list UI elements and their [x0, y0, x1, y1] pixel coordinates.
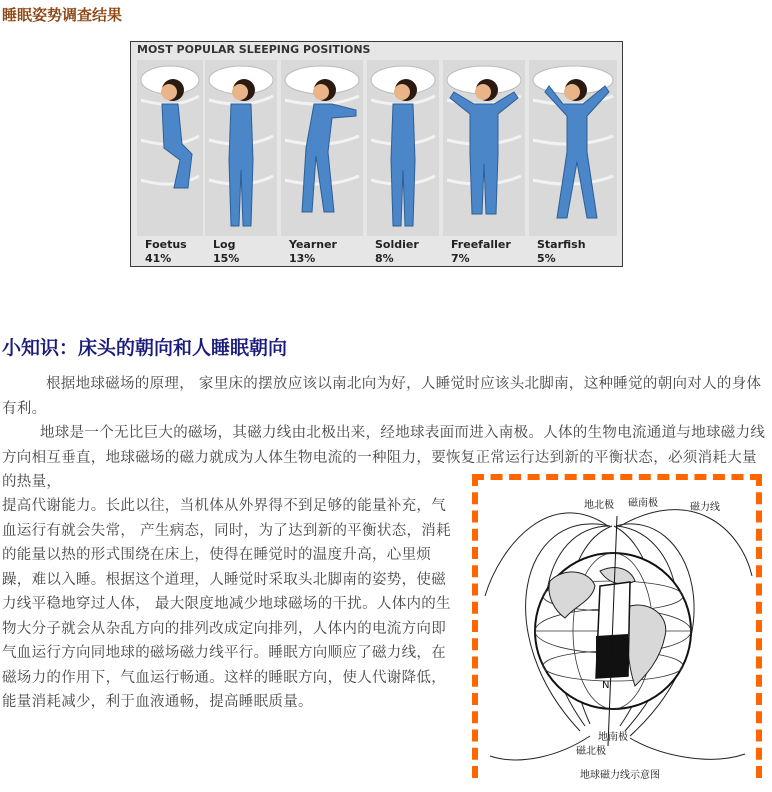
page-title: 睡眠姿势调查结果: [2, 6, 123, 24]
label-field-line: 磁力线: [690, 502, 720, 513]
figure-header: MOST POPULAR SLEEPING POSITIONS: [137, 43, 371, 56]
paragraph-1: 根据地球磁场的原理， 家里床的摆放应该以南北向为好，人睡觉时应该头北脚南，这种睡觉的朝向对人的身体有利。: [2, 376, 762, 417]
sleeping-positions-figure: [130, 41, 623, 267]
face: [313, 84, 329, 100]
section-title: 小知识：床头的朝向和人睡眠朝向: [2, 337, 288, 359]
position-name-log: Log: [213, 238, 236, 251]
position-percent-log: 15%: [213, 252, 240, 265]
position-panel-freefaller: [443, 60, 525, 236]
position-panel-starfish: [529, 60, 617, 236]
paragraph-3: 提高代谢能力。长此以往，当机体从外界得不到足够的能量补充，气血运行有就会失常， 产生病态，同时，为了达到新的平衡状态，消耗的能量以热的形式围绕在床上，使得在睡觉时的温度升高，心里烦躁，难以入睡。根据这个道理，人睡觉时采取头北脚南的姿势，使磁力线平稳地穿过人体， 最大限度地减少地球磁场的干扰。人体内的生物大分子就会从杂乱方向的排列改成定向排列，人体内的电流方向即气血运行方向同地球的磁场磁力线平行。睡眠方向顺应了磁力线，在磁场力的作用下，气血运行畅通。这样的睡眠方向，使人代谢降低，能量消耗减少，利于血液通畅，提高睡眠质量。: [2, 498, 451, 710]
position-name-starfish: Starfish: [537, 238, 586, 251]
label-pole-n: N: [602, 680, 610, 691]
position-name-foetus: Foetus: [145, 238, 187, 251]
position-panel-soldier: [367, 60, 439, 236]
position-name-freefaller: Freefaller: [451, 238, 511, 251]
label-mag-north: 磁北极: [576, 746, 606, 757]
face: [232, 84, 248, 100]
diagram-caption: 地球磁力线示意图: [580, 770, 660, 781]
label-mag-south: 磁南极: [628, 498, 658, 509]
position-name-yearner: Yearner: [289, 238, 337, 251]
position-panel-foetus: [137, 60, 203, 236]
earth-magnetic-field-diagram: [480, 486, 756, 782]
sleeping-positions-illustration: [131, 42, 622, 266]
face: [161, 84, 177, 100]
position-panel-log: [205, 60, 277, 236]
position-percent-foetus: 41%: [145, 252, 172, 265]
position-percent-soldier: 8%: [375, 252, 394, 265]
position-percent-starfish: 5%: [537, 252, 556, 265]
position-name-soldier: Soldier: [375, 238, 419, 251]
label-geo-south: 地南极: [598, 732, 628, 743]
position-percent-yearner: 13%: [289, 252, 316, 265]
face: [475, 84, 491, 100]
position-percent-freefaller: 7%: [451, 252, 470, 265]
face: [564, 84, 580, 100]
position-panel-yearner: [281, 60, 363, 236]
paragraph-2: 地球是一个无比巨大的磁场，其磁力线由北极出来，经地球表面而进入南极。人体的生物电流通道与地球磁力线方向相互垂直，地球磁场的磁力就成为人体生物电流的一种阻力，要恢复正常运行达到新的平衡状态，必须消耗大量的热量，: [2, 425, 766, 490]
face: [394, 84, 410, 100]
label-geo-north: 地北极: [584, 500, 614, 511]
